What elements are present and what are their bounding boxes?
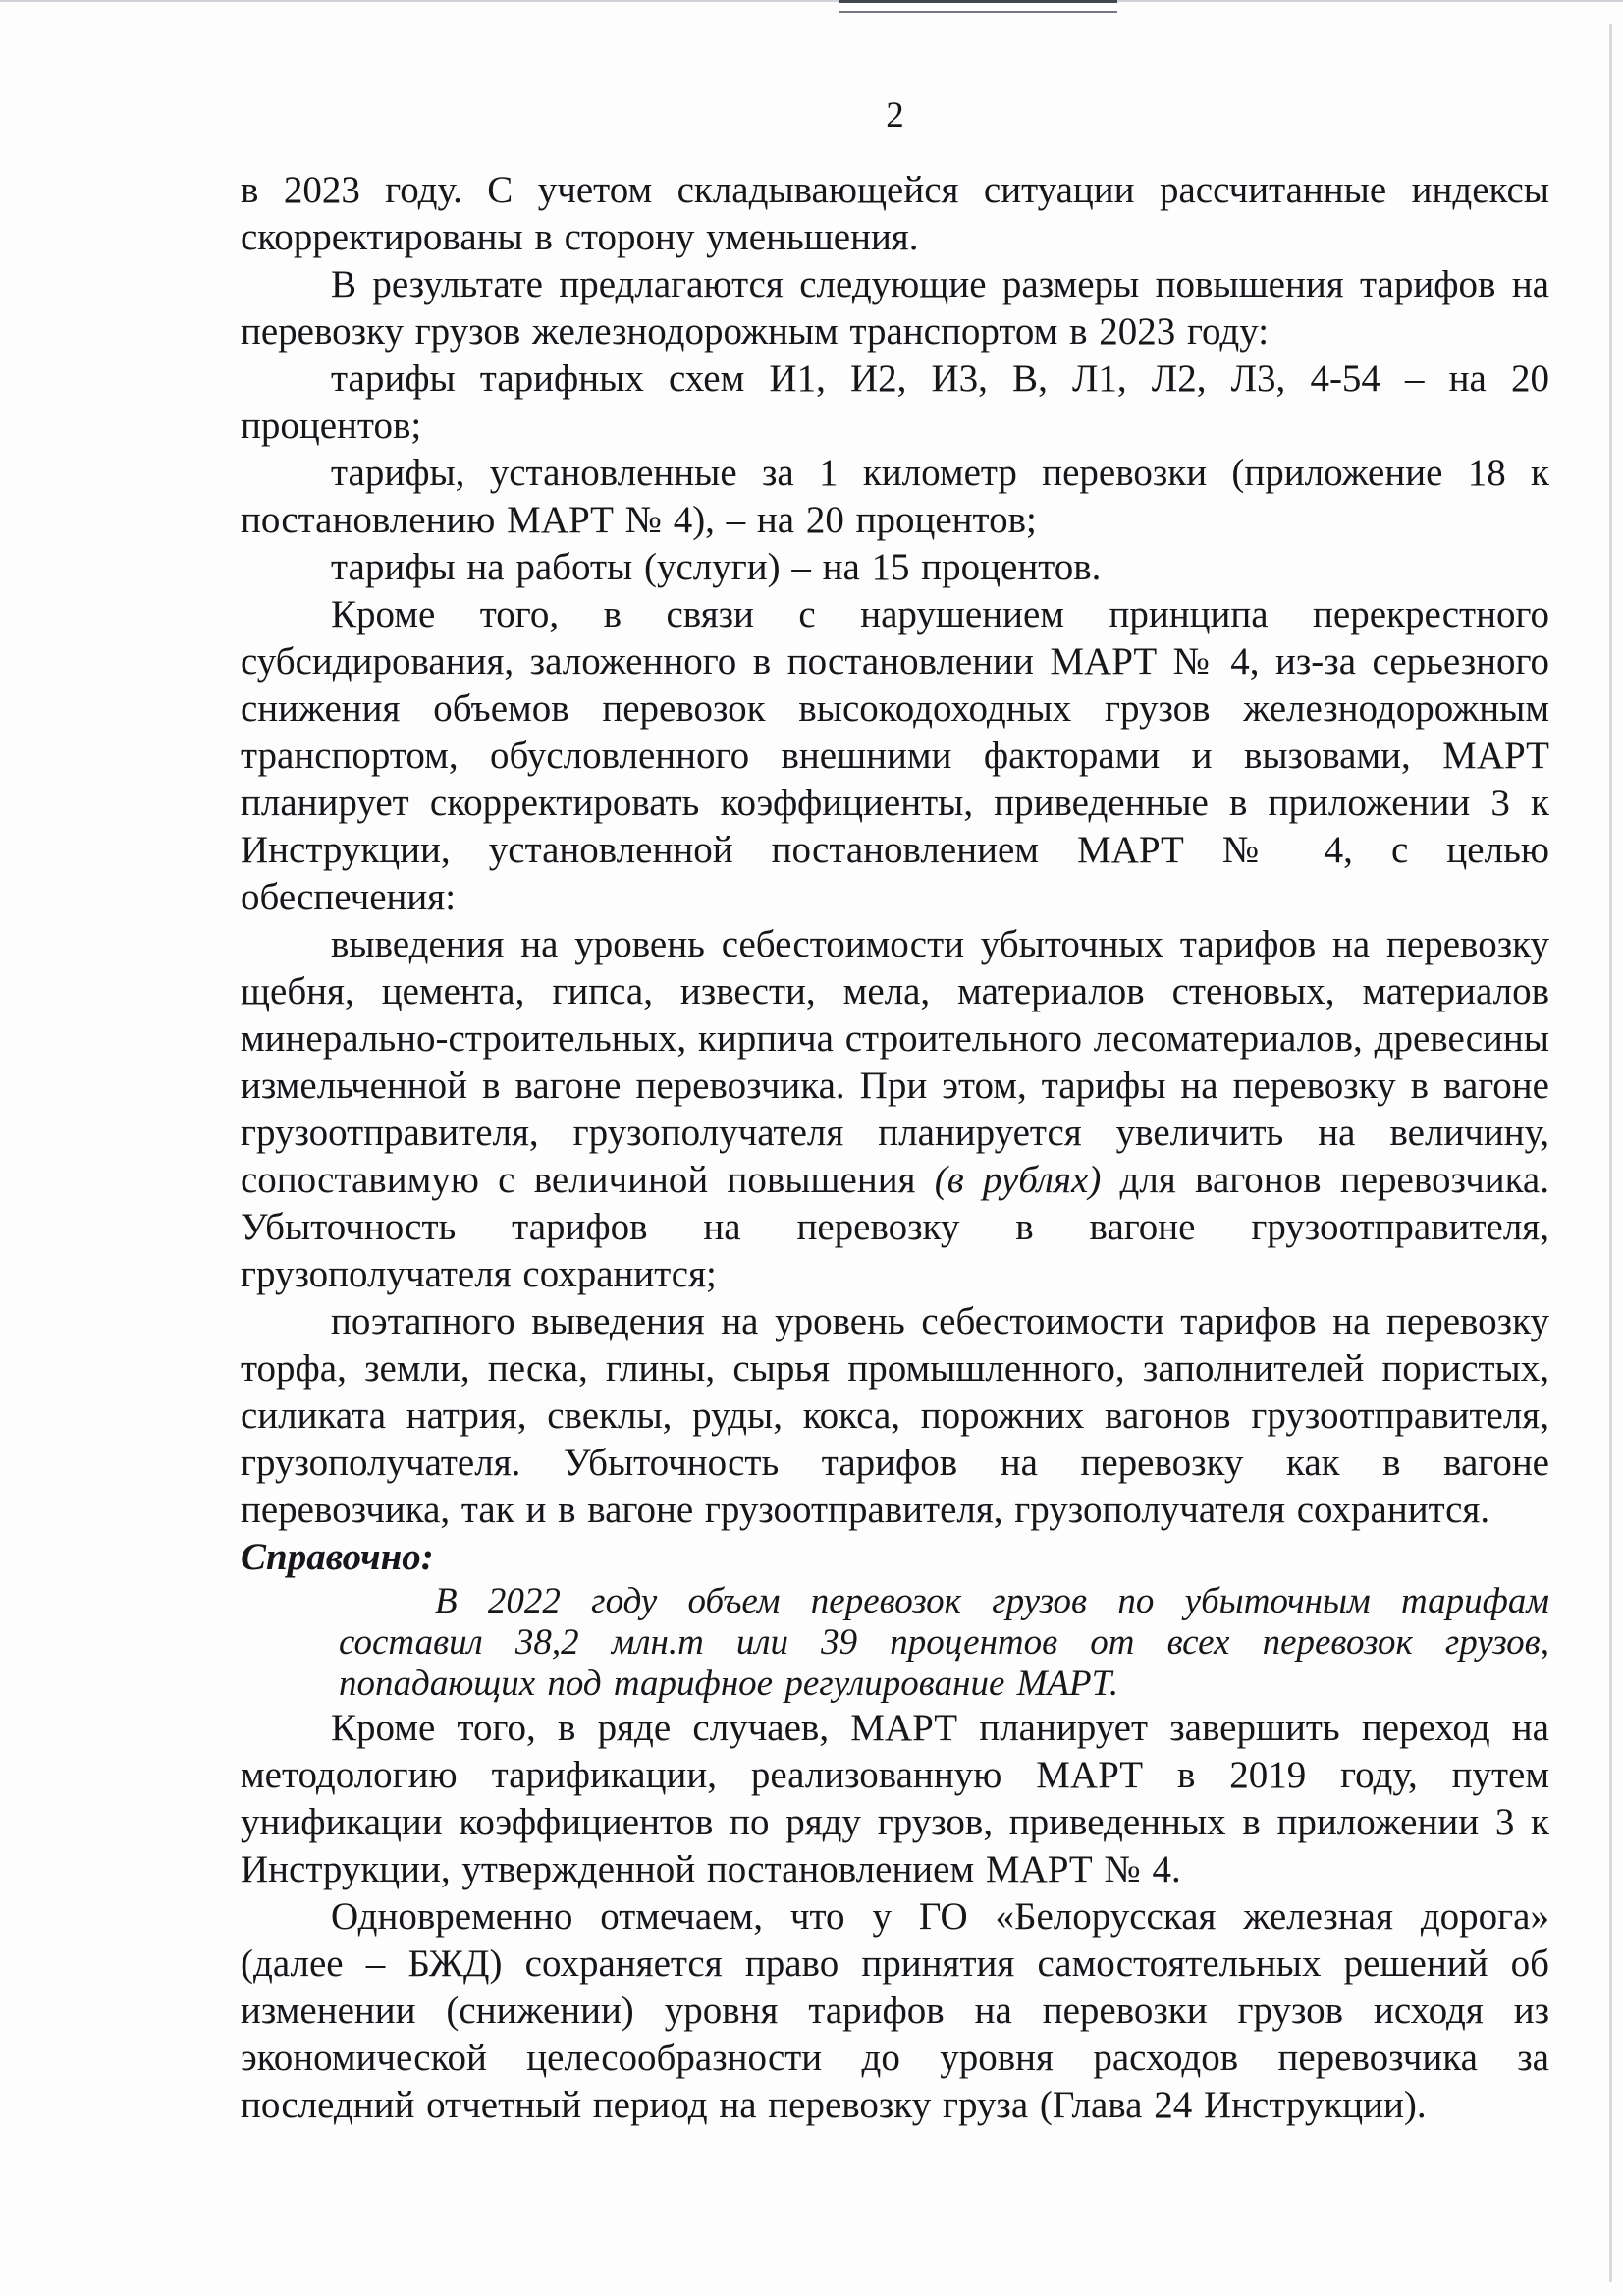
text-run: В 2022 году объем перевозок грузов по убыточным тарифам составил 38,2 млн.т или 39 процентов от всех перевозок грузов, попадающих под тарифное регулирование МАРТ. <box>339 1581 1549 1704</box>
text-run: в 2023 году. С учетом складывающейся ситуации рассчитанные индексы скорректированы в сторону уменьшения. <box>241 169 1549 258</box>
text-run: для вагонов перевозчика. Убыточность тарифов на перевозку в вагоне грузоотправителя, грузополучателя сохранится; <box>241 1159 1549 1295</box>
paragraph-tariff-per-km <box>241 450 1549 544</box>
text-run: поэтапного выведения на уровень себестоимости тарифов на перевозку торфа, земли, песка, глины, сырья промышленного, заполнителей пористых, силиката натрия, свеклы, руды, кокса, порожних вагонов грузоотправителя, грузополучателя. Убыточность тарифов на перевозку как в вагоне перевозчика, так и в вагоне грузоотправителя, грузополучателя сохранится. <box>241 1300 1549 1531</box>
reference-note <box>339 1581 1549 1705</box>
text-run: Кроме того, в связи с нарушением принципа перекрестного субсидирования, заложенного в постановлении МАРТ № 4, из-за серьезного снижения объемов перевозок высокодоходных грузов железнодорожным транспортом, обусловленного внешними факторами и вызовами, МАРТ планирует скорректировать коэффициенты, приведенные в приложении 3 к Инструкции, установленной постановлением МАРТ № 4, с целью обеспечения: <box>241 593 1549 918</box>
italic-run: (в рублях) <box>934 1159 1102 1201</box>
scan-artifact-right-edge <box>1609 24 1612 2282</box>
paragraph-cross-subsidy <box>241 591 1549 921</box>
paragraph-methodology <box>241 1705 1549 1893</box>
paragraph-staged-tariffs <box>241 1298 1549 1534</box>
text-run: Справочно: <box>241 1536 434 1578</box>
document-body <box>241 167 1549 2129</box>
paragraph-tariff-schemes <box>241 355 1549 450</box>
paragraph-bzd-rights <box>241 1893 1549 2129</box>
scan-artifact-top-strip <box>839 0 1117 13</box>
paragraph-loss-making-tariffs <box>241 921 1549 1298</box>
text-run: В результате предлагаются следующие размеры повышения тарифов на перевозку грузов железнодорожным транспортом в 2023 году: <box>241 263 1549 353</box>
text-run: тарифы, установленные за 1 километр перевозки (приложение 18 к постановлению МАРТ № 4), – на 20 процентов; <box>241 452 1549 541</box>
scan-artifact-top-edge <box>0 0 1623 2</box>
text-run: тарифы тарифных схем И1, И2, И3, В, Л1, Л2, Л3, 4-54 – на 20 процентов; <box>241 357 1549 447</box>
page-number: 2 <box>886 95 904 136</box>
text-run: тарифы на работы (услуги) – на 15 процентов. <box>331 546 1102 588</box>
reference-heading <box>241 1534 1549 1581</box>
text-run: Одновременно отмечаем, что у ГО «Белорусская железная дорога» (далее – БЖД) сохраняется право принятия самостоятельных решений об изменении (снижении) уровня тарифов на перевозки грузов исходя из экономической целесообразности до уровня расходов перевозчика за последний отчетный период на перевозку груза (Глава 24 Инструкции). <box>241 1895 1549 2126</box>
text-run: Кроме того, в ряде случаев, МАРТ планирует завершить переход на методологию тарификации, реализованную МАРТ в 2019 году, путем унификации коэффициентов по ряду грузов, приведенных в приложении 3 к Инструкции, утвержденной постановлением МАРТ № 4. <box>241 1707 1549 1890</box>
paragraph-result <box>241 261 1549 355</box>
paragraph-intro <box>241 167 1549 261</box>
text-run: выведения на уровень себестоимости убыточных тарифов на перевозку щебня, цемента, гипса, извести, мела, материалов стеновых, материалов минерально-строительных, кирпича строительного лесоматериалов, древесины измельченной в вагоне перевозчика. При этом, тарифы на перевозку в вагоне грузоотправителя, грузополучателя планируется увеличить на величину, сопоставимую с величиной повышения <box>241 923 1549 1201</box>
paragraph-tariff-services <box>241 544 1549 591</box>
